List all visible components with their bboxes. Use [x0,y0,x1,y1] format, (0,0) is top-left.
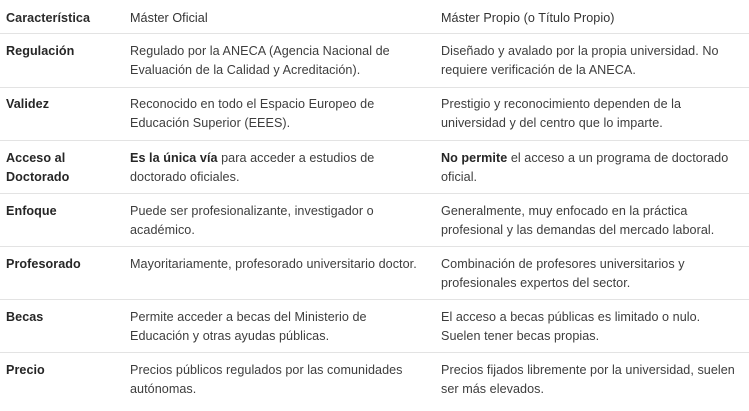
table-row-precio [0,353,749,411]
header-master-oficial: Máster Oficial [130,11,208,25]
row-oficial: Mayoritariamente, profesorado universitario doctor. [130,257,417,271]
row-feature: Acceso al Doctorado [6,151,70,184]
emphasis-text: Es la única vía [130,151,218,165]
row-propio: Prestigio y reconocimiento dependen de la universidad y del centro que lo imparte. [441,97,682,130]
header-master-propio: Máster Propio (o Título Propio) [441,11,615,25]
table-row-regulacion [0,34,749,88]
row-propio: Generalmente, muy enfocado en la práctica profesional y las demandas del mercado laboral. [441,204,715,237]
row-propio: Precios fijados libremente por la universidad, suelen ser más elevados. [441,363,735,396]
row-propio: El acceso a becas públicas es limitado o nulo. Suelen tener becas propias. [441,310,701,343]
table-row-acceso-doctorado [0,141,749,194]
row-oficial: Permite acceder a becas del Ministerio de Educación y otras ayudas públicas. [130,310,367,343]
row-propio: Combinación de profesores universitarios y profesionales expertos del sector. [441,257,685,290]
row-oficial: Precios públicos regulados por las comunidades autónomas. [130,363,403,396]
row-oficial [130,149,422,186]
header-caracteristica: Característica [6,11,91,25]
row-oficial: Puede ser profesionalizante, investigador o académico. [130,204,374,237]
table-row-profesorado [0,247,749,300]
row-feature: Becas [6,310,44,324]
row-feature: Profesorado [6,257,81,271]
row-oficial: Regulado por la ANECA (Agencia Nacional de Evaluación de la Calidad y Acreditación). [130,44,390,77]
row-feature: Regulación [6,44,75,58]
table-row-enfoque [0,194,749,247]
table-row-becas [0,300,749,353]
row-feature: Precio [6,363,45,377]
body-text: el acceso a un programa de doctorado oficial. [441,151,729,184]
table-header-row [0,0,749,34]
emphasis-text: No permite [441,151,508,165]
row-propio [441,149,741,186]
table-row-validez [0,88,749,141]
row-feature: Enfoque [6,204,57,218]
row-feature: Validez [6,97,50,111]
row-oficial: Reconocido en todo el Espacio Europeo de Educación Superior (EEES). [130,97,375,130]
row-propio: Diseñado y avalado por la propia universidad. No requiere verificación de la ANECA. [441,44,719,77]
body-text: para acceder a estudios de doctorado oficiales. [130,151,375,184]
